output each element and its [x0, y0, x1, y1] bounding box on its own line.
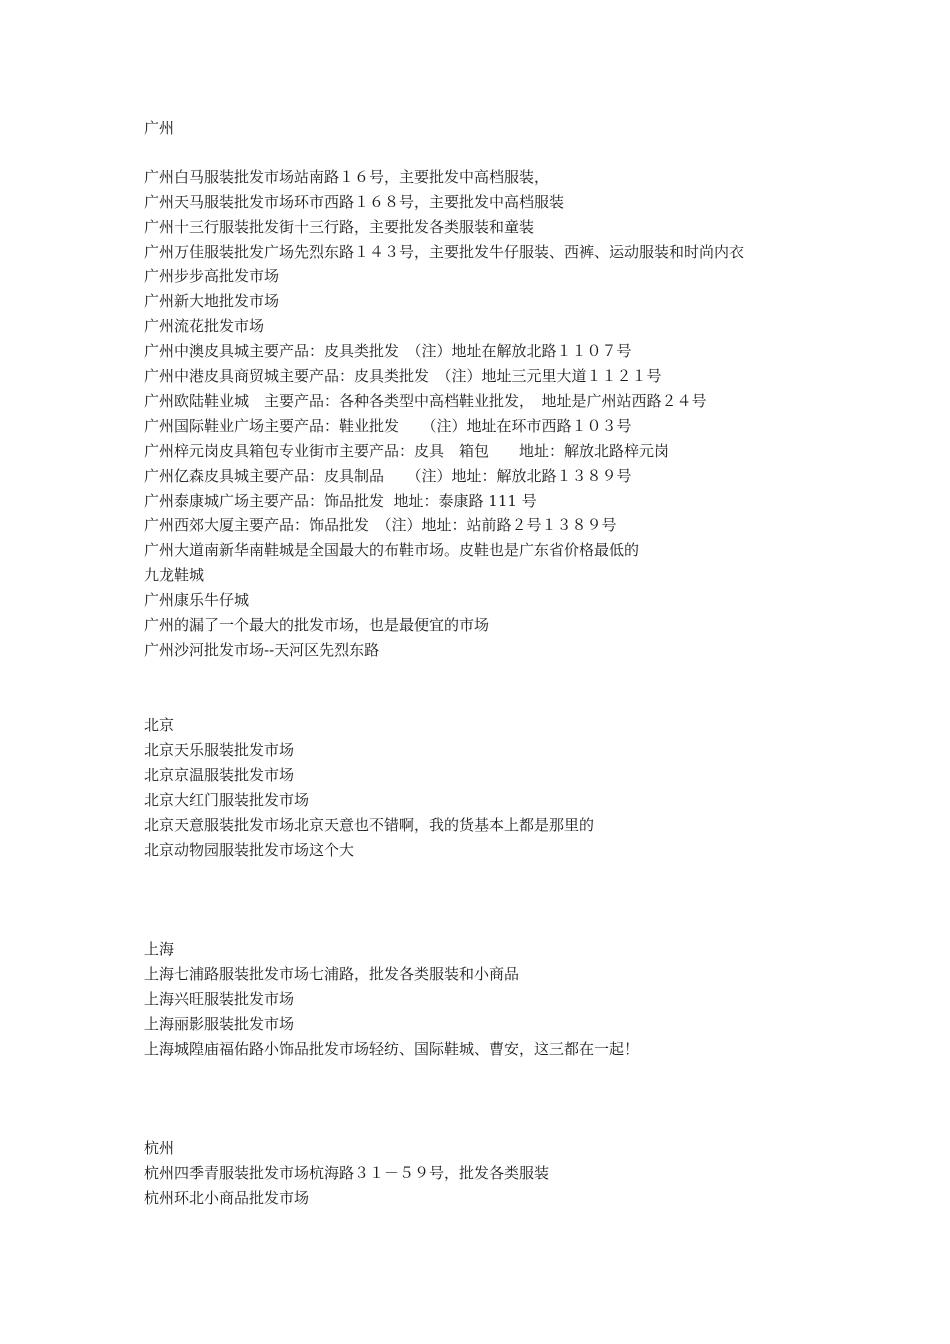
list-item: 广州新大地批发市场 [144, 292, 280, 310]
list-item: 广州泰康城广场主要产品：饰品批发 地址：泰康路 111 号 [144, 492, 537, 510]
list-item: 广州中澳皮具城主要产品：皮具类批发 （注）地址在解放北路１１０７号 [144, 342, 632, 360]
list-item: 广州白马服装批发市场站南路１６号，主要批发中高档服装， [144, 168, 550, 186]
list-item: 广州步步高批发市场 [144, 267, 280, 285]
list-item: 九龙鞋城 [144, 566, 205, 584]
list-item: 广州大道南新华南鞋城是全国最大的布鞋市场。皮鞋也是广东省价格最低的 [144, 541, 640, 559]
list-item: 广州十三行服装批发街十三行路，主要批发各类服装和童装 [144, 218, 535, 236]
list-item: 广州的漏了一个最大的批发市场，也是最便宜的市场 [144, 616, 490, 634]
list-item: 广州欧陆鞋业城 主要产品：各种各类型中高档鞋业批发， 地址是广州站西路２４号 [144, 392, 707, 410]
section-heading-guangzhou: 广州 [144, 119, 175, 137]
list-item: 广州亿森皮具城主要产品：皮具制品 （注）地址：解放北路１３８９号 [144, 467, 632, 485]
list-item: 北京动物园服装批发市场这个大 [144, 841, 355, 859]
list-item: 上海丽影服装批发市场 [144, 1015, 295, 1033]
list-item: 上海七浦路服装批发市场七浦路，批发各类服装和小商品 [144, 965, 520, 983]
list-item: 上海兴旺服装批发市场 [144, 990, 295, 1008]
list-item: 北京天乐服装批发市场 [144, 741, 295, 759]
list-item: 杭州环北小商品批发市场 [144, 1189, 310, 1207]
list-item: 广州天马服装批发市场环市西路１６８号，主要批发中高档服装 [144, 193, 565, 211]
list-item: 广州万佳服装批发广场先烈东路１４３号，主要批发牛仔服装、西裤、运动服装和时尚内衣 [144, 243, 745, 261]
section-heading-shanghai: 上海 [144, 940, 175, 958]
section-heading-hangzhou: 杭州 [144, 1139, 175, 1157]
list-item: 北京京温服装批发市场 [144, 766, 295, 784]
list-item: 上海城隍庙福佑路小饰品批发市场轻纺、国际鞋城、曹安，这三都在一起！ [144, 1040, 640, 1058]
list-item: 广州国际鞋业广场主要产品：鞋业批发 （注）地址在环市西路１０３号 [144, 417, 632, 435]
list-item: 广州流花批发市场 [144, 317, 265, 335]
list-item: 广州康乐牛仔城 [144, 591, 250, 609]
section-heading-beijing: 北京 [144, 716, 175, 734]
list-item: 广州中港皮具商贸城主要产品：皮具类批发 （注）地址三元里大道１１２１号 [144, 367, 662, 385]
list-item: 北京大红门服装批发市场 [144, 791, 310, 809]
list-item: 北京天意服装批发市场北京天意也不错啊，我的货基本上都是那里的 [144, 816, 595, 834]
list-item: 广州沙河批发市场--天河区先烈东路 [144, 641, 380, 659]
list-item: 杭州四季青服装批发市场杭海路３１－５９号，批发各类服装 [144, 1164, 550, 1182]
list-item: 广州西郊大厦主要产品：饰品批发 （注）地址：站前路２号１３８９号 [144, 516, 617, 534]
list-item: 广州梓元岗皮具箱包专业街市主要产品：皮具 箱包 地址：解放北路梓元岗 [144, 442, 670, 460]
